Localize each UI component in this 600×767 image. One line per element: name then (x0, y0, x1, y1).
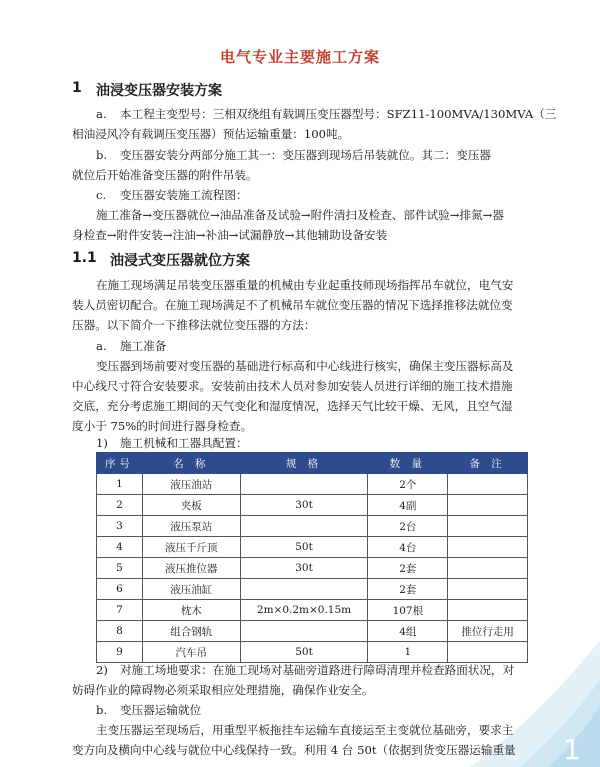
equipment-table (96, 452, 528, 663)
header-note: 备 注 (448, 453, 528, 474)
cell-qty: 2个 (368, 474, 448, 495)
p3-line1: 主变压器运至现场后，用重型平板拖挂车运输车直接运至主变就位基础旁，要求主 (96, 723, 514, 737)
s1-b-label: b. (96, 148, 108, 162)
cell-spec: 50t (240, 642, 368, 663)
cell-index: 3 (97, 516, 143, 537)
cell-index: 8 (97, 621, 143, 642)
s11-p2-line4: 度小于 75%的时间进行器身检查。 (72, 419, 253, 433)
cell-index: 4 (97, 537, 143, 558)
cell-spec: 2m×0.2m×0.15m (240, 600, 368, 621)
cell-qty: 1 (368, 642, 448, 663)
s11-p2-line3: 交底，充分考虑施工期间的天气变化和湿度情况，选择天气比较干燥、无风，且空气湿 (72, 399, 513, 413)
cell-note (448, 495, 528, 516)
table-row (97, 600, 528, 621)
cell-index: 5 (97, 558, 143, 579)
cell-qty: 4副 (368, 495, 448, 516)
cell-spec (240, 621, 368, 642)
section-1-heading: 油浸变压器安装方案 (96, 83, 222, 99)
section-1-number: 1 (72, 80, 82, 96)
cell-index: 1 (97, 474, 143, 495)
s1-c-label: c. (96, 188, 107, 202)
p3-line2: 变方向及横向中心线与就位中心线保持一致。利用 4 台 50t（依据到货变压器运输重量 (72, 743, 516, 757)
s11-p1-line1: 在施工现场满足吊装变压器重量的机械由专业起重技师现场指挥吊车就位，电气安 (96, 278, 514, 292)
s11-p2-line1: 变压器到场前要对变压器的基础进行标高和中心线进行核实，确保主变压器标高及 (96, 359, 514, 373)
cell-spec (240, 474, 368, 495)
cell-note (448, 600, 528, 621)
cell-note (448, 474, 528, 495)
page-number: 1 (563, 733, 581, 766)
cell-spec (240, 579, 368, 600)
s1-b-line2: 就位后开始准备变压器的附件吊装。 (72, 168, 258, 182)
cell-spec: 50t (240, 537, 368, 558)
header-index: 序号 (97, 453, 143, 474)
item2-line2: 妨碍作业的障碍物必须采取相应处理措施，确保作业安全。 (72, 683, 374, 697)
cell-name: 液压推位器 (142, 558, 240, 579)
table-row (97, 558, 528, 579)
section-11-heading: 油浸式变压器就位方案 (110, 253, 250, 269)
cell-spec: 30t (240, 558, 368, 579)
section-11-number: 1.1 (72, 250, 97, 266)
cell-name: 夹板 (142, 495, 240, 516)
s1-a-line2: 相油浸风冷有载调压变压器）预估运输重量：100吨。 (72, 127, 350, 141)
item1-label: 1) (96, 436, 108, 450)
flow-line2: 身检查→附件安装→注油→补油→试漏静放→其他辅助设备安装 (72, 228, 388, 242)
page-title: 电气专业主要施工方案 (219, 48, 380, 66)
table-row (97, 495, 528, 516)
cell-name: 枕木 (142, 600, 240, 621)
cell-name: 液压油缸 (142, 579, 240, 600)
s1-b-line1: 变压器安装分两部分施工其一：变压器到现场后吊装就位。其二：变压器 (120, 148, 492, 162)
header-name: 名 称 (142, 453, 240, 474)
cell-note (448, 558, 528, 579)
s1-c-line1: 变压器安装施工流程图： (120, 188, 248, 202)
cell-name: 汽车吊 (142, 642, 240, 663)
after-b-text: 变压器运输就位 (120, 703, 202, 717)
cell-name: 组合钢轨 (142, 621, 240, 642)
item2-line1: 对施工场地要求：在施工现场对基础旁道路进行障碍清理并检查路面状况，对 (120, 663, 515, 677)
item1-text: 施工机械和工器具配置： (120, 436, 248, 450)
s11-p2-line2: 中心线尺寸符合安装要求。安装前由技术人员对参加安装人员进行详细的施工技术措施 (72, 379, 513, 393)
cell-note (448, 579, 528, 600)
table-row (97, 474, 528, 495)
cell-index: 7 (97, 600, 143, 621)
flow-line1: 施工准备→变压器就位→油品准备及试验→附件清扫及检查、部件试验→排氮→器 (96, 208, 504, 222)
cell-note (448, 516, 528, 537)
after-b-label: b. (96, 703, 108, 717)
cell-qty: 2套 (368, 579, 448, 600)
cell-qty: 107根 (368, 600, 448, 621)
cell-qty: 4组 (368, 621, 448, 642)
s11-a-label: a. (96, 339, 107, 353)
cell-index: 6 (97, 579, 143, 600)
cell-index: 9 (97, 642, 143, 663)
cell-name: 液压泵站 (142, 516, 240, 537)
cell-index: 2 (97, 495, 143, 516)
table-row (97, 537, 528, 558)
s1-a-label: a. (96, 107, 107, 121)
cell-name: 液压油站 (142, 474, 240, 495)
cell-qty: 2台 (368, 516, 448, 537)
s11-p1-line3: 压器。以下简介一下推移法就位变压器的方法： (72, 318, 316, 332)
cell-spec (240, 516, 368, 537)
table-row (97, 579, 528, 600)
cell-qty: 2套 (368, 558, 448, 579)
cell-qty: 4台 (368, 537, 448, 558)
header-qty: 数 量 (368, 453, 448, 474)
s11-p1-line2: 装人员密切配合。在施工现场满足不了机械吊车就位变压器的情况下选择推移法就位变 (72, 298, 513, 312)
cell-spec: 30t (240, 495, 368, 516)
header-spec: 规 格 (240, 453, 368, 474)
table-row (97, 621, 528, 642)
table-row (97, 516, 528, 537)
s11-a-text: 施工准备 (120, 339, 167, 353)
s1-a-line1: 本工程主变型号：三相双绕组有载调压变压器型号：SFZ11-100MVA/130MVA（三 (120, 107, 557, 121)
item2-label: 2) (96, 663, 108, 677)
table-header-row (97, 453, 528, 474)
cell-name: 液压千斤顶 (142, 537, 240, 558)
cell-note: 推位行走用 (448, 621, 528, 642)
cell-note (448, 537, 528, 558)
